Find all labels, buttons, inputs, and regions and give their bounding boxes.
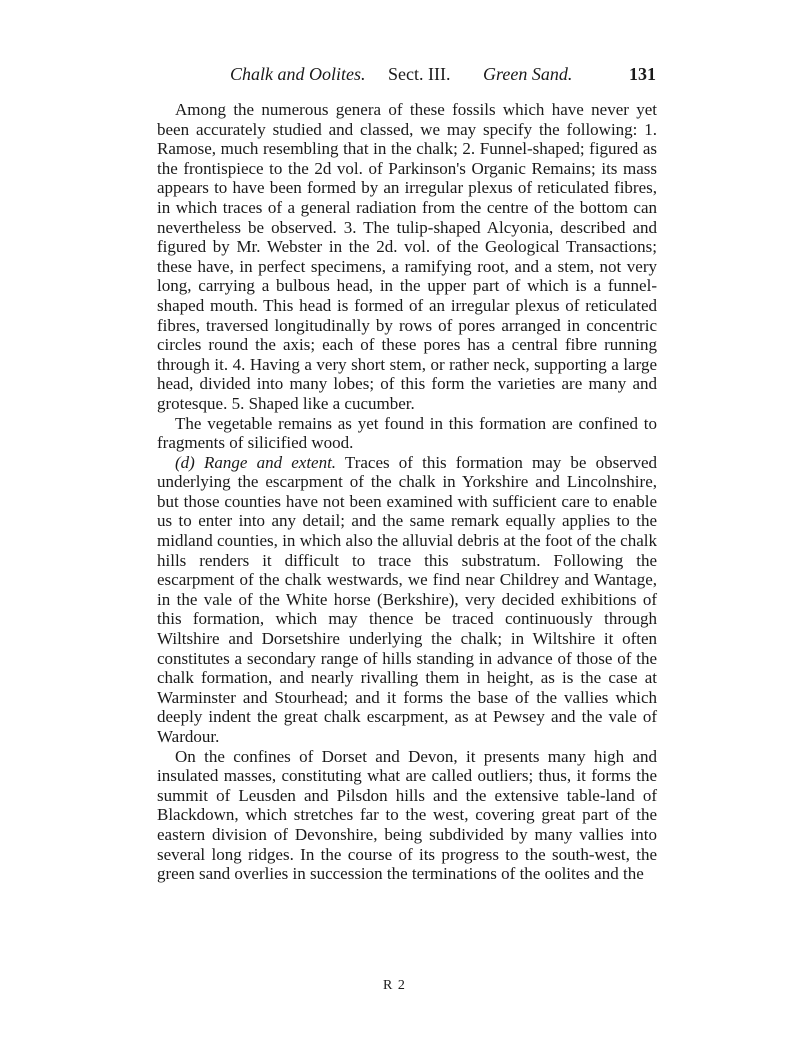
running-head-section: Sect. III.: [388, 64, 451, 84]
page-number: 131: [629, 64, 656, 84]
running-head: [230, 62, 656, 86]
paragraph-vegetable-remains: The vegetable remains as yet found in this formation are confined to fragments of silicified wood.: [157, 413, 657, 453]
section-text: Traces of this formation may be observed underlying the escarpment of the chalk in Yorkshire and Lincolnshire, but those counties have not been examined with sufficient care to enable us to enter into any detail; and the same remark equally applies to the midland counties, in which also the alluvial debris at the foot of the chalk hills renders it difficult to trace this substratum. Following the escarpment of the chalk westwards, we find near Childrey and Wantage, in the vale of the White horse (Berkshire), very decided exhibitions of this formation, which may thence be traced continuously through Wiltshire and Dorsetshire underlying the chalk; in Wiltshire it often constitutes a secondary range of hills standing in advance of those of the chalk formation, and nearly rivalling them in height, as is the case at Warminster and Stourhead; and it forms the base of the vallies which deeply indent the great chalk escarpment, as at Pewsey and the vale of Wardour.: [157, 452, 657, 746]
section-heading: Range and extent.: [203, 452, 337, 472]
paragraph-dorset-devon: On the confines of Dorset and Devon, it presents many high and insulated masses, constituting what are called outliers; thus, it forms the summit of Leusden and Pilsdon hills and the extensive table-land of Blackdown, which stretches far to the west, covering great part of the eastern division of Devonshire, being subdivided by many vallies into several long ridges. In the course of its progress to the south-west, the green sand overlies in succession the terminations of the oolites and the: [157, 746, 657, 884]
section-letter: (d): [175, 452, 195, 472]
running-head-topic: Green Sand.: [483, 64, 573, 84]
signature-mark: R 2: [383, 978, 406, 993]
running-head-chapter: Chalk and Oolites.: [230, 64, 366, 84]
paragraph-fossil-genera: Among the numerous genera of these fossils which have never yet been accurately studied and classed, we may specify the following: 1. Ramose, much resembling that in the chalk; 2. Funnel-shaped; figured as the frontispiece to the 2d vol. of Parkinson's Organic Remains; its mass appears to have been formed by an irregular plexus of reticulated fibres, in which traces of a general radiation from the centre of the bottom can nevertheless be observed. 3. The tulip-shaped Alcyonia, described and figured by Mr. Webster in the 2d. vol. of the Geological Transactions; these have, in perfect specimens, a ramifying root, and a stem, not very long, carrying a bulbous head, in the upper part of which is a funnel-shaped mouth. This head is formed of an irregular plexus of reticulated fibres, traversed longitudinally by rows of pores arranged in concentric circles round the axis; each of these pores has a central fibre running through it. 4. Having a very short stem, or rather neck, supporting a large head, divided into many lobes; of this form the varieties are many and grotesque. 5. Shaped like a cucumber.: [157, 100, 657, 413]
paragraph-range-and-extent: [157, 453, 657, 747]
body-text: [157, 100, 657, 884]
